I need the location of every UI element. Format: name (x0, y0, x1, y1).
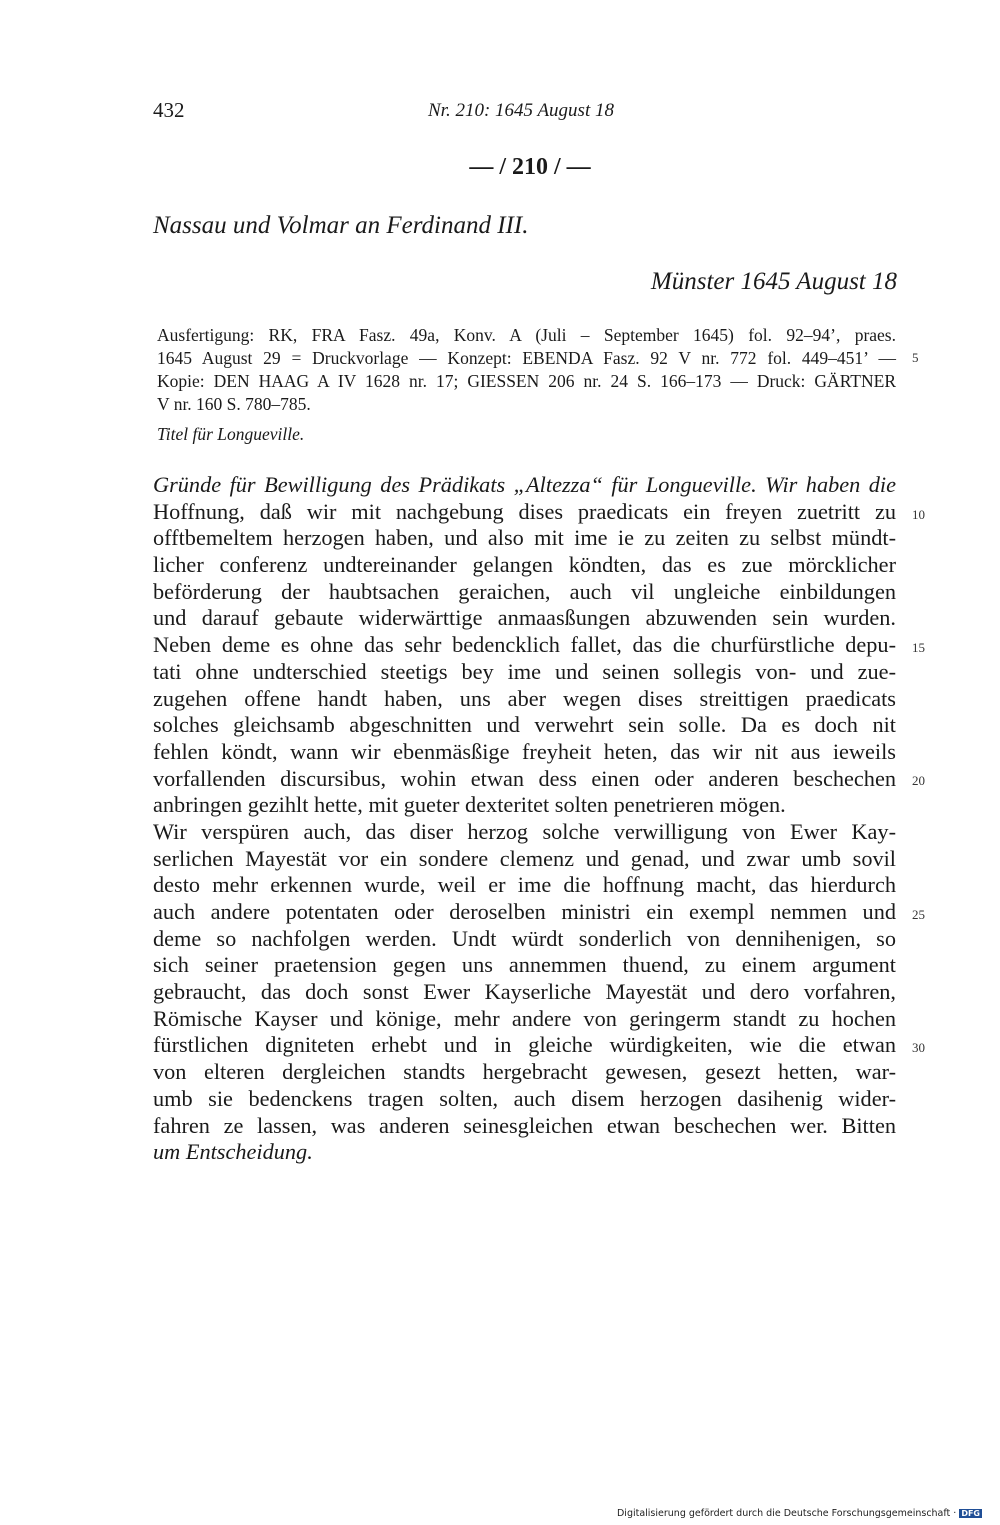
running-head: Nr. 210: 1645 August 18 (428, 100, 614, 121)
body-line: licher conferenz undtereinander gelangen köndten, das es zue mörcklicher (153, 552, 896, 578)
line-number: 10 (912, 507, 925, 522)
place-date: Münster 1645 August 18 (650, 268, 897, 295)
line-number: 15 (912, 640, 925, 655)
document-title: Nassau und Volmar an Ferdinand III. (153, 212, 529, 239)
line-number: 25 (912, 907, 925, 922)
line-number: 20 (912, 773, 925, 788)
body-line: Neben deme es ohne das sehr bedencklich fallet, das die churfürstliche depu- (153, 632, 896, 658)
body-line: Römische Kayser und könige, mehr andere von geringerm standt zu hochen (153, 1005, 896, 1031)
body-line: sich seiner praetension gegen uns annemmen thuend, zu einem argument (153, 952, 896, 978)
source-line: Kopie: DEN HAAG A IV 1628 nr. 17; GIESSEN 206 nr. 24 S. 166–173 — Druck: GÄRTNER (157, 371, 896, 391)
page-number: 432 (153, 98, 185, 122)
body-line: deme so nachfolgen werden. Undt würdt sonderlich von dennihenigen, so (153, 925, 896, 951)
body-line: offtbemeltem herzogen haben, und also mit ime ie zu zeiten zu selbst mündt- (153, 525, 896, 551)
body-line: auch andere potentaten oder deroselben ministri ein exempl nemmen und (153, 899, 896, 924)
body-line: Wir verspüren auch, das diser herzog solche verwilligung von Ewer Kay- (153, 818, 896, 844)
body-line: fehlen köndt, wann wir ebenmäsßige freyheit heten, das wir nit aus ieweils (153, 738, 896, 764)
body-line: fürstlichen digniteten erhebt und in gleiche würdigkeiten, wie die etwan (153, 1032, 896, 1058)
footer-credit: Digitalisierung gefördert durch die Deutsche Forschungsgemeinschaft · (616, 1508, 957, 1519)
body-line: beförderung der haubtsachen geraichen, auch vil ungleiche einbildungen (153, 578, 896, 604)
body-line: fahren ze lassen, was anderen seinesgleichen etwan beschechen wer. Bitten (153, 1112, 896, 1138)
editorial-note: Titel für Longueville. (157, 424, 305, 444)
body-line: vorfallenden discursibus, wohin etwan dess einen oder anderen beschechen (153, 765, 896, 791)
line-number: 30 (912, 1040, 925, 1055)
body-line: solches gleichsamb abgeschnitten und verwehrt sein solle. Da es doch nit (153, 712, 896, 738)
line-number: 5 (912, 350, 919, 365)
body-line: umb sie bedenckens tragen solten, auch disem herzogen dasihenig wider- (153, 1085, 896, 1111)
document-number: — / 210 / — (469, 154, 591, 180)
body-line: desto mehr erkennen wurde, weil er ime die hoffnung macht, das hierdurch (153, 872, 896, 898)
source-line: V nr. 160 S. 780–785. (157, 394, 311, 414)
funding-footer (617, 1508, 982, 1519)
body-line: Gründe für Bewilligung des Prädikats „Altezza“ für Longueville. Wir haben die (153, 472, 896, 497)
body-line: tati ohne undterschied steetigs bey ime und seinen sollegis von- und zue- (153, 658, 896, 684)
body-text (153, 472, 896, 1166)
body-line: und darauf gebaute widerwärttige anmaasßungen abzuwenden sein wurden. (153, 605, 896, 631)
body-line: gebraucht, das doch sonst Ewer Kayserliche Mayestät und dero vorfahren, (153, 979, 896, 1005)
body-line: zugehen offene handt haben, uns aber wegen dises streittigen praedicats (153, 685, 896, 711)
source-line: 1645 August 29 = Druckvorlage — Konzept: EBENDA Fasz. 92 V nr. 772 fol. 449–451’ — (157, 348, 896, 368)
source-apparatus (157, 324, 896, 416)
source-line: Ausfertigung: RK, FRA Fasz. 49a, Konv. A (Juli – September 1645) fol. 92–94’, praes. (157, 325, 896, 345)
body-line: serlichen Mayestät vor ein sondere clemenz und genad, und zwar umb sovil (153, 845, 896, 871)
dfg-logo: DFG (961, 1509, 980, 1518)
body-line: von elteren dergleichen standts hergebracht gewesen, gesezt hetten, war- (153, 1059, 896, 1085)
body-line: anbringen gezihlt hette, mit gueter dexteritet solten penetrieren mögen. (153, 792, 786, 818)
body-line: Hoffnung, daß wir mit nachgebung dises praedicats ein freyen zuetritt zu (153, 498, 896, 524)
body-line: um Entscheidung. (153, 1139, 313, 1165)
